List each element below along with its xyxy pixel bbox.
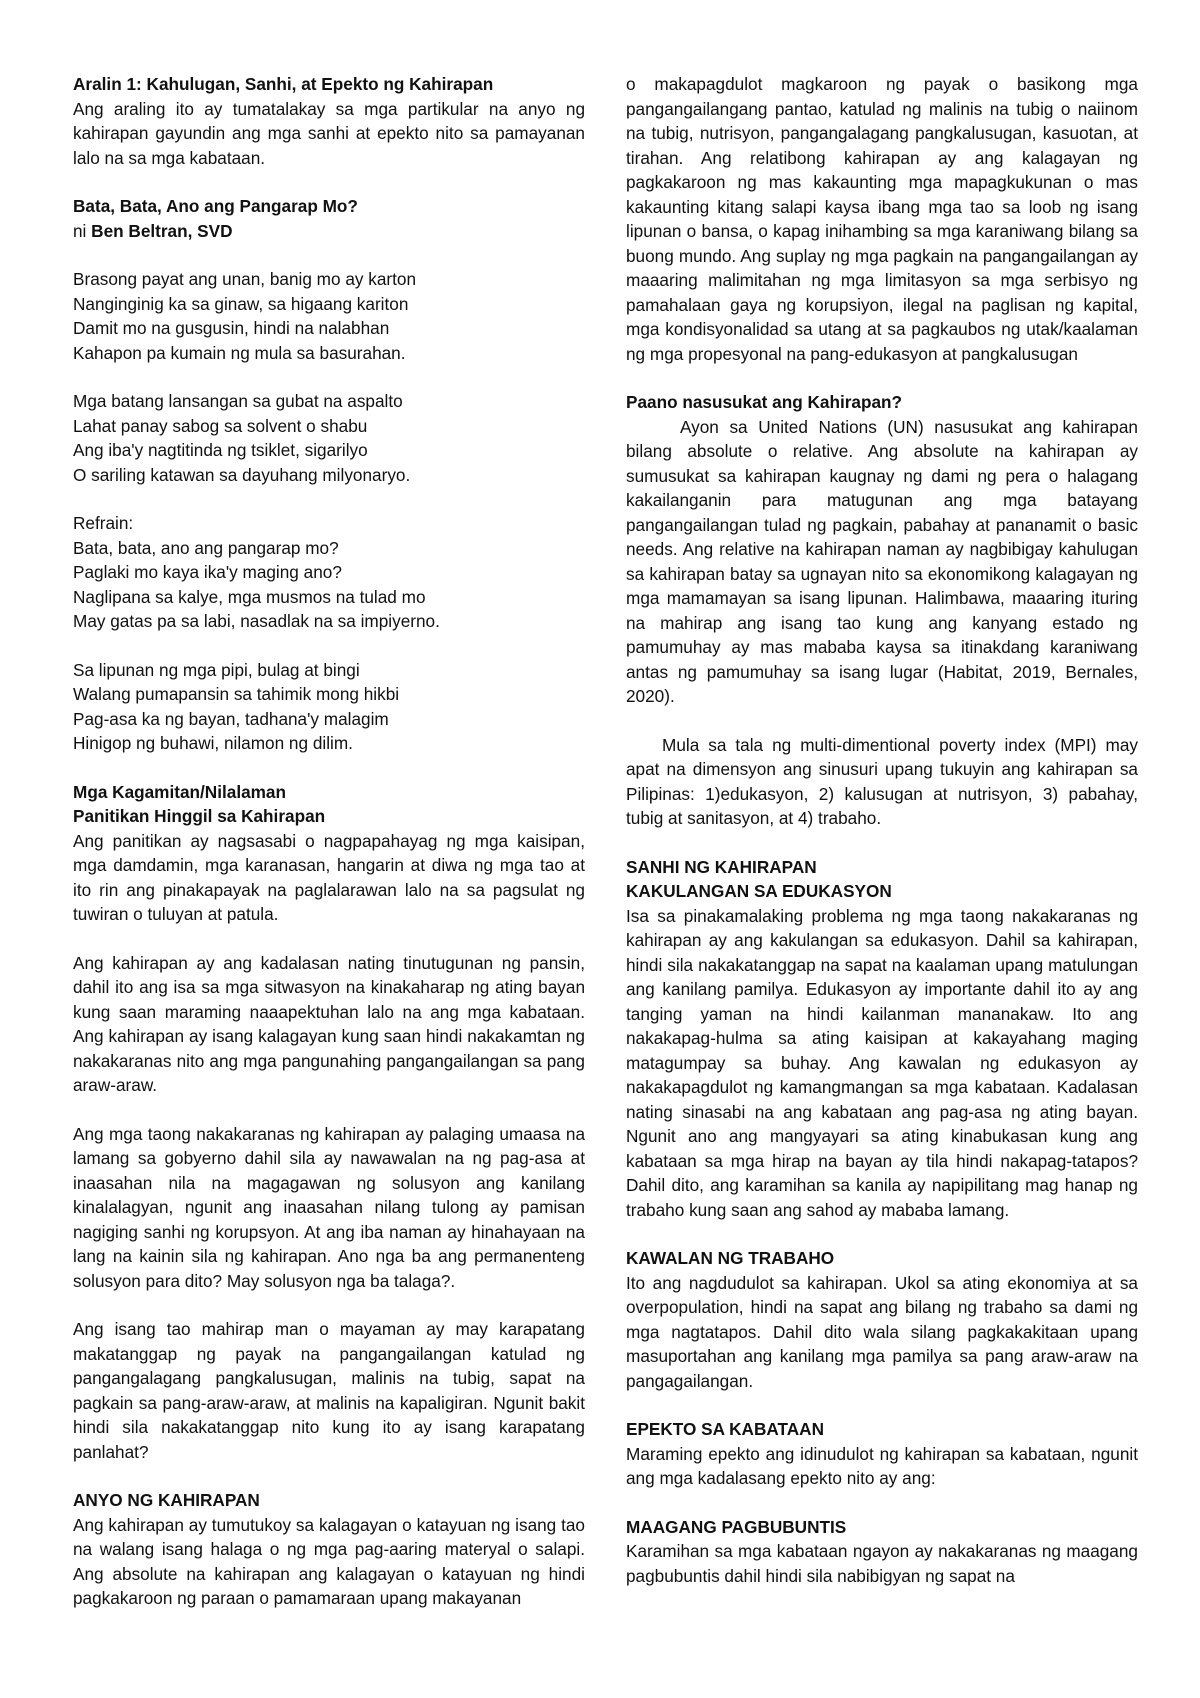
poem-line: Nanginginig ka sa ginaw, sa higaang kariton bbox=[73, 293, 409, 314]
poem-line: Pag-asa ka ng bayan, tadhana'y malagim bbox=[73, 708, 389, 729]
poem-author-prefix: ni bbox=[73, 220, 92, 241]
poem-author-line bbox=[73, 219, 585, 244]
paragraph: Ayon sa United Nations (UN) nasusukat ang kahirapan bilang absolute o relative. Ang absolute na kahirapan ay sumusukat sa kahirapan kaugnay ng dami ng pera o halagang kakailanganin para matugunan ang mga batayang pangangailangan tulad ng pagkain, pabahay at pananamit o basic needs. Ang relative na kahirapan naman ay nagbibigay kahulugan sa kahirapan batay sa ugnayan nito sa ekonomikong kalagayan ng mga mamamayan sa isang lipunan. Halimbawa, maaaring ituring na mahirap ang isang tao kung ang kanyang estado ng pamumuhay ay mas mababa kaysa sa itinakdang karaniwang antas ng pamumuhay sa isang lugar (Habitat, 2019, Bernales, 2020). bbox=[626, 416, 1138, 706]
paragraph: Karamihan sa mga kabataan ngayon ay nakakaranas ng maagang pagbubuntis dahil hindi sila nabibigyan ng sapat na bbox=[626, 1541, 1138, 1586]
subsection-heading: MAAGANG PAGBUBUNTIS bbox=[626, 1516, 847, 1537]
subsection-heading: KAWALAN NG TRABAHO bbox=[626, 1248, 835, 1268]
paragraph: o makapagdulot magkaroon ng payak o basikong mga pangangailangang pantao, katulad ng malinis na tubig o naiinom na tubig, nutrisyon, pangangalagang pangkalusugan, kasuotan, at tirahan. Ang relatibong kahirapan ay ang kalagayan ng pagkakaroon ng mas kakaunting mga mapagkukunan o mas kakaunting kitang salapi kaysa ibang mga tao sa loob ng isang lipunan o bansa, o kapag inihambing sa mga karaniwang bilang sa buong mundo. Ang suplay ng mga pagkain na pangangailangan ay maaaring malimitahan ng mga limitasyon sa mga serbisyo ng pamahalaan gaya ng korupsiyon, ilegal na paglisan ng kapital, mga kondisyonalidad sa utang at sa pagkaubos ng utak/kaalaman ng mga propesyonal na pang-edukasyon at pangkalusugan bbox=[626, 74, 1138, 364]
paragraph: Ito ang nagdudulot sa kahirapan. Ukol sa ating ekonomiya at sa overpopulation, hindi na sapat ang bilang ng trabaho sa dami ng mga nagtatapos. Dahil dito wala silang pagkakakitaan upang masuportahan ang kanilang mga pamilya sa pang araw-araw na pangagailangan. bbox=[626, 1272, 1138, 1391]
poem-line: May gatas pa sa labi, nasadlak na sa impiyerno. bbox=[73, 611, 440, 631]
poem-refrain bbox=[73, 511, 585, 634]
paragraph: Ang isang tao mahirap man o mayaman ay may karapatang makatanggap ng payak na pangangailangan katulad ng pangangalagang pangkalusugan, malinis na tubig, sapat na pagkain sa pang-araw-araw, at malinis na kapaligiran. Ngunit bakit hindi sila nakakatanggap nito kung ito ay isang karapatang panlahat? bbox=[73, 1319, 585, 1462]
lesson-title: Aralin 1: Kahulugan, Sanhi, at Epekto ng Kahirapan bbox=[73, 74, 494, 94]
materials-heading: Mga Kagamitan/Nilalaman bbox=[73, 781, 286, 802]
poem-line: Paglaki mo kaya ika'y maging ano? bbox=[73, 562, 342, 582]
poem-stanza-2 bbox=[73, 389, 585, 487]
poem-line: Brasong payat ang unan, banig mo ay karton bbox=[73, 269, 417, 289]
paragraph: Maraming epekto ang idinudulot ng kahirapan sa kabataan, ngunit ang mga kadalasang epekto nito ay ang: bbox=[626, 1443, 1138, 1488]
poem-stanza-3 bbox=[73, 658, 585, 756]
section-heading: SANHI NG KAHIRAPAN bbox=[626, 856, 817, 877]
poem-line: Sa lipunan ng mga pipi, bulag at bingi bbox=[73, 659, 360, 680]
left-column bbox=[73, 72, 585, 1611]
section-heading: ANYO NG KAHIRAPAN bbox=[73, 1490, 260, 1510]
poem-line: Kahapon pa kumain ng mula sa basurahan. bbox=[73, 342, 406, 363]
right-column bbox=[626, 72, 1138, 1588]
poem-line: Walang pumapansin sa tahimik mong hikbi bbox=[73, 684, 400, 704]
paragraph: Mula sa tala ng multi-dimentional poverty index (MPI) may apat na dimensyon ang sinusuri upang tukuyin ang kahirapan sa Pilipinas: 1)edukasyon, 2) kalusugan at nutrisyon, 3) pabahay, tubig at sanitasyon, at 4) trabaho. bbox=[626, 734, 1138, 828]
poem-line: Naglipana sa kalye, mga musmos na tulad mo bbox=[73, 586, 426, 607]
paragraph: Ang kahirapan ay tumutukoy sa kalagayan o katayuan ng isang tao na walang isang halaga o ng mga pag-aaring materyal o salapi. Ang absolute na kahirapan ang kalagayan o katayuan ng hindi pagkakaroon ng paraan o pamamaraan upang makayanan bbox=[73, 1514, 585, 1608]
paragraph: Ang panitikan ay nagsasabi o nagpapahayag ng mga kaisipan, mga damdamin, mga karanasan, hangarin at diwa ng mga tao at ito rin ang pinakapayak na paglalarawan lalo na sa pagsulat ng tuwiran o tuluyan at patula. bbox=[73, 830, 585, 924]
paragraph: Ang kahirapan ay ang kadalasan nating tinutugunan ng pansin, dahil ito ang isa sa mga sitwasyon na kinakaharap ng ating bayan kung saan maraming naaapektuhan lalo na ang mga kabataan. Ang kahirapan ay isang kalagayan kung saan hindi nakakamtan ng nakakaranas nito ang mga pangunahing pangangailangan sa pang araw-araw. bbox=[73, 952, 585, 1095]
poem-line: Damit mo na gusgusin, hindi na nalabhan bbox=[73, 318, 390, 338]
poem-stanza-1 bbox=[73, 267, 585, 365]
section-heading: EPEKTO SA KABATAAN bbox=[626, 1419, 824, 1439]
subsection-heading: KAKULANGAN SA EDUKASYON bbox=[626, 881, 892, 901]
poem-line: Bata, bata, ano ang pangarap mo? bbox=[73, 537, 339, 558]
paragraph: Isa sa pinakamalaking problema ng mga taong nakakaranas ng kahirapan ay ang kakulangan sa edukasyon. Dahil sa kahirapan, hindi sila nakakatanggap na sapat na kaalaman upang matulungan ang kanilang pamilya. Edukasyon ay importante dahil ito ay ang tanging yaman na hindi kailanman mananakaw. Ito ang nakakapag-hulma sa ating kaisipan at kakayahang maging matagumpay sa buhay. Ang kawalan ng edukasyon ay nakakapagdulot ng kamangmangan sa mga kabataan. Kadalasan nating sinasabi na ang kabataan ang pag-asa ng ating bayan. Ngunit ano ang mangyayari sa ating kinabukasan kung ang kabataan sa mga hirap na bayan ay tila hindi nakapag-tatapos? Dahil dito, ang karamihan sa kanila ay napipilitang mag hanap ng trabaho kung saan ang sahod ay mababa lamang. bbox=[626, 905, 1138, 1220]
literature-heading: Panitikan Hinggil sa Kahirapan bbox=[73, 806, 326, 826]
poem-author: Ben Beltran, SVD bbox=[91, 220, 233, 241]
paragraph: Ang mga taong nakakaranas ng kahirapan ay palaging umaasa na lamang sa gobyerno dahil sila ay nawawalan na ng pag-asa at inaasahan nila na magagawan ng solusyon ang kanilang kinalalagyan, ngunit ang inaasahan nilang tulong ay pamisan nagiging sanhi ng korupsyon. At ang iba naman ay hinahayaan na lang na kainin sila ng kahirapan. Ano nga ba ang permanenteng solusyon para dito? May solusyon nga ba talaga?. bbox=[73, 1123, 585, 1291]
poem-line: Mga batang lansangan sa gubat na aspalto bbox=[73, 391, 403, 411]
poem-line: Ang iba'y nagtitinda ng tsiklet, sigarilyo bbox=[73, 440, 368, 460]
poem-line: Hinigop ng buhawi, nilamon ng dilim. bbox=[73, 733, 353, 753]
poem-title: Bata, Bata, Ano ang Pangarap Mo? bbox=[73, 196, 358, 216]
lesson-intro: Ang araling ito ay tumatalakay sa mga partikular na anyo ng kahirapan gayundin ang mga sanhi at epekto nito sa pamayanan lalo na sa mga kabataan. bbox=[73, 98, 585, 168]
poem-line: Lahat panay sabog sa solvent o shabu bbox=[73, 415, 368, 436]
section-heading: Paano nasusukat ang Kahirapan? bbox=[626, 392, 903, 412]
refrain-label: Refrain: bbox=[73, 513, 134, 533]
poem-line: O sariling katawan sa dayuhang milyonaryo. bbox=[73, 464, 411, 485]
